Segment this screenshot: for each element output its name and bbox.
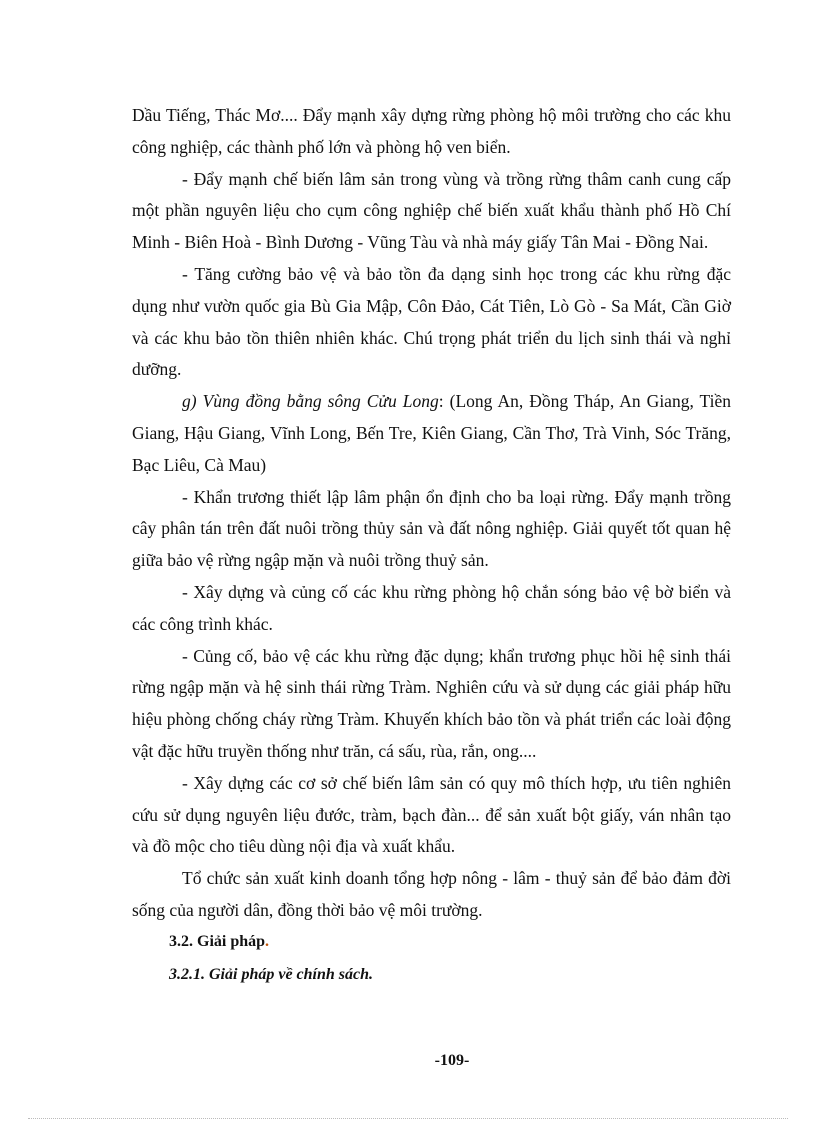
paragraph-5: - Khẩn trương thiết lập lâm phận ổn định cho ba loại rừng. Đẩy mạnh trồng cây phân tán trên đất nuôi trồng thủy sản và đất nông nghiệp. Giải quyết tốt quan hệ giữa bảo vệ rừng ngập mặn và nuôi trồng thuỷ sản. [132, 486, 731, 571]
paragraph-4 [132, 386, 731, 481]
section-heading [132, 927, 731, 957]
region-title: g) Vùng đồng bằng sông Cửu Long [182, 391, 439, 412]
paragraph-3: - Tăng cường bảo vệ và bảo tồn đa dạng sinh học trong các khu rừng đặc dụng như vườn quốc gia Bù Gia Mập, Côn Đảo, Cát Tiên, Lò Gò - Sa Mát, Cần Giờ và các khu bảo tồn thiên nhiên khác. Chú trọng phát triển du lịch sinh thái và nghỉ dưỡng. [132, 263, 731, 380]
body-text [132, 100, 731, 993]
paragraph-2: - Đẩy mạnh chế biến lâm sản trong vùng và trồng rừng thâm canh cung cấp một phần nguyên liệu cho cụm công nghiệp chế biến xuất khẩu thành phố Hồ Chí Minh - Biên Hoà - Bình Dương - Vũng Tàu và nhà máy giấy Tân Mai - Đồng Nai. [132, 168, 731, 253]
section-heading-text: 3.2. Giải pháp [169, 932, 266, 950]
section-heading-dot: . [265, 932, 270, 950]
subsection-heading: 3.2.1. Giải pháp về chính sách. [169, 965, 374, 983]
footer-divider [28, 1118, 788, 1119]
paragraph-6: - Xây dựng và củng cố các khu rừng phòng hộ chắn sóng bảo vệ bờ biển và các công trình khác. [132, 581, 731, 634]
paragraph-9: Tổ chức sản xuất kinh doanh tổng hợp nông - lâm - thuỷ sản để bảo đảm đời sống của người dân, đồng thời bảo vệ môi trường. [132, 868, 731, 920]
paragraph-7: - Củng cố, bảo vệ các khu rừng đặc dụng; khẩn trương phục hồi hệ sinh thái rừng ngập mặn và hệ sinh thái rừng Tràm. Nghiên cứu và sử dụng các giải pháp hữu hiệu phòng chống cháy rừng Tràm. Khuyến khích bảo tồn và phát triển các loài động vật đặc hữu truyền thống như trăn, cá sấu, rùa, rắn, ong.... [132, 645, 731, 761]
paragraph-1: Dầu Tiếng, Thác Mơ.... Đẩy mạnh xây dựng rừng phòng hộ môi trường cho các khu công nghiệp, các thành phố lớn và phòng hộ ven biển. [132, 105, 731, 157]
paragraph-8: - Xây dựng các cơ sở chế biến lâm sản có quy mô thích hợp, ưu tiên nghiên cứu sử dụng nguyên liệu đước, tràm, bạch đàn... để sản xuất bột giấy, ván nhân tạo và đồ mộc cho tiêu dùng nội địa và xuất khẩu. [132, 772, 731, 857]
page-number: -109- [434, 1052, 470, 1069]
region-provinces: : (Long An, Đồng Tháp, An Giang, Tiền Giang, Hậu Giang, Vĩnh Long, Bến Tre, Kiên Giang, Cần Thơ, Trà Vinh, Sóc Trăng, Bạc Liêu, Cà Mau) [132, 391, 731, 475]
